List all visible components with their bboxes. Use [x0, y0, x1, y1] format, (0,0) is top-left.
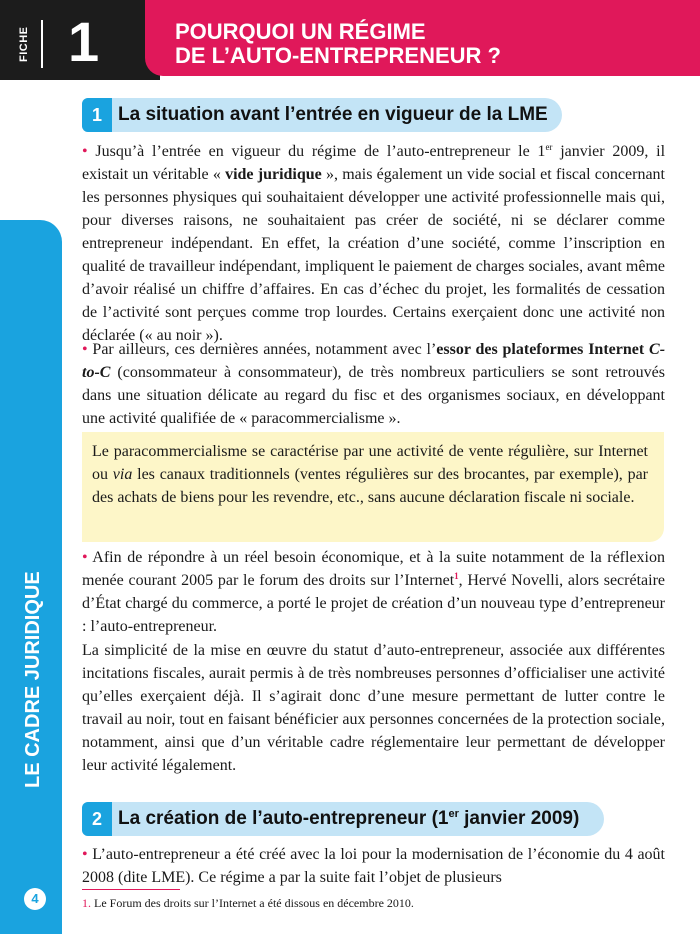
bullet-icon: •: [82, 341, 88, 358]
bullet-icon: •: [82, 549, 88, 566]
footnote: 1. Le Forum des droits sur l’Internet a été dissous en décembre 2010.: [82, 896, 414, 910]
page-title: [175, 20, 501, 68]
keyword-c-to-c: C-to-C: [82, 341, 666, 381]
footnote-ref[interactable]: 1: [454, 571, 459, 581]
fiche-number: 1: [68, 10, 100, 73]
section-1-heading: [82, 98, 562, 132]
paragraph-4: La simplicité de la mise en œuvre du statut d’auto-entrepreneur, associée aux différentes incitations fiscales, aurait permis à de très nombreuses personnes d’officialiser une activité qu’elles exerçaient déjà. Il s’agirait donc d’une mesure permettant de lutter contre le travail au noir, tout en faisant bénéficier aux personnes concernées de la protection sociale, notamment, ainsi que d’un véritable cadre réglementaire leur permettant de développer leur activité légalement.: [82, 642, 665, 774]
page-number: 4: [24, 888, 46, 910]
paragraph-3: • Afin de répondre à un réel besoin économique, et à la suite notamment de la réflexion menée courant 2005 par le forum des droits sur l’Internet$^1$, Hervé Novelli, alors secrétaire d’État chargé du commerce, a porté le projet de création d’un nouveau type d’entrepreneur : l’auto-entrepreneur.: [82, 549, 666, 635]
footnote-divider: [82, 889, 180, 890]
section-1-number: 1: [82, 98, 112, 132]
chapter-label: LE CADRE JURIDIQUE: [22, 571, 44, 789]
paragraph-2: • Par ailleurs, ces dernières années, notamment avec l’essor des plateformes Internet C-to-C (consommateur à consommateur), de très nombreux particuliers se sont retrouvés dans une situation délicate au regard du fisc et des organismes sociaux, en développant une activité qualifiée de « paracommercialisme ».: [82, 341, 666, 427]
definition-callout: [82, 432, 664, 542]
page-title-line1: POURQUOI UN RÉGIME: [175, 19, 426, 44]
section-2-number: 2: [82, 802, 112, 836]
fiche-label: FICHE: [18, 26, 30, 62]
section-2-title: La création de l’auto-entrepreneur (1er janvier 2009): [118, 808, 580, 829]
section-1-title: La situation avant l’entrée en vigueur de la LME: [118, 104, 548, 125]
page-title-line2: DE L’AUTO-ENTREPRENEUR ?: [175, 43, 501, 68]
fiche-divider: [41, 20, 43, 68]
footnote-number: 1.: [82, 896, 91, 910]
keyword-vide-juridique: vide juridique: [225, 166, 322, 183]
bullet-icon: •: [82, 143, 88, 160]
definition-text: Le paracommercialisme se caractérise par une activité de vente régulière, sur Internet ou via les canaux traditionnels (ventes régulières sur des brocantes, par exemple), par des achats de biens pour les revendre, etc., sans aucune déclaration fiscale ni sociale.: [92, 443, 648, 506]
bullet-icon: •: [82, 846, 88, 863]
section-2-paragraph: • L’auto-entrepreneur a été créé avec la loi pour la modernisation de l’économie du 4 août 2008 (dite LME). Ce régime a par la suite fait l’objet de plusieurs: [82, 846, 665, 886]
section-2-heading: [82, 802, 604, 836]
paragraph-1: • Jusqu’à l’entrée en vigueur du régime de l’auto-entrepreneur le 1er janvier 2009, il existait un véritable « vide juridique », mais également un vide social et fiscal concernant les personnes physiques qui souhaitaient développer une activité professionnelle mais qui, pour diverses raisons, ne souhaitaient pas créer de société, ni se déclarer comme entrepreneur indépendant. En effet, la création d’une société, comme l’inscription en qualité de travailleur indépendant, impliquent le paiement de charges sociales, avant même d’avoir réalisé un chiffre d’affaires. En cas d’échec du projet, les formalités de cessation de l’activité sont perçues comme trop lourdes. Certains exerçaient donc une activité non déclarée (« au noir »).: [82, 142, 666, 344]
keyword-essor-plateformes: essor des plateformes Internet: [436, 341, 650, 358]
